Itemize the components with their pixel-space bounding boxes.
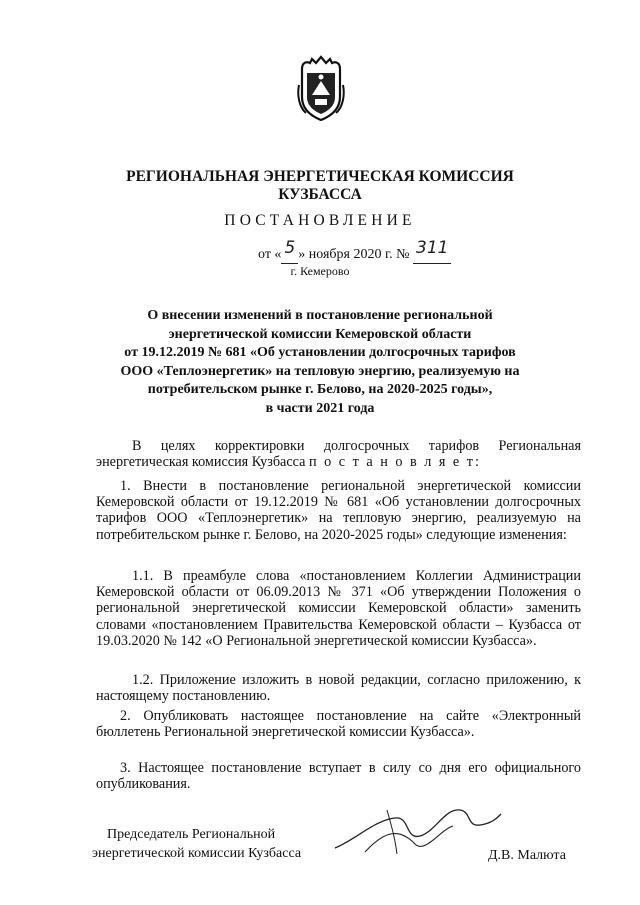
subject-line: в части 2021 года	[265, 400, 375, 416]
date-day-handwritten: 5	[284, 238, 296, 258]
coat-of-arms-icon	[296, 55, 346, 121]
subject-line: от 19.12.2019 № 681 «Об установлении долгосрочных тарифов	[124, 345, 516, 360]
item-1-paragraph: 1. Внести в постановление региональной энергетической комиссии Кемеровской области от 19.12.2019 № 681 «Об установлении долгосрочных тарифов ООО «Теплоэнергетик» на тепловую энергию, реализуемую на потребительском рынке г. Белово, на 2020-2025 годы» следующие изменения:	[96, 478, 581, 543]
subject-line: потребительском рынке г. Белово, на 2020-2025 годы»,	[147, 382, 493, 397]
subject-line: О внесении изменений в постановление региональной	[147, 308, 493, 323]
date-day-field	[281, 238, 298, 264]
signatory-name: Д.В. Малюта	[488, 848, 566, 863]
handwritten-signature	[325, 800, 505, 860]
item-1-1-paragraph: 1.1. В преамбуле слова «постановлением Коллегии Администрации Кемеровской области от 06.09.2013 № 371 «Об утверждении Положения о региональной энергетической комиссии Кемеровской области» заменить словами «постановлением Правительства Кемеровской области – Кузбасса от 19.03.2020 № 142 «О Региональной энергетической комиссии Кузбасса».	[96, 568, 581, 649]
document-date-line	[258, 238, 451, 264]
item-3-paragraph: 3. Настоящее постановление вступает в силу со дня его официального опубликования.	[96, 760, 581, 793]
document-city: г. Кемерово	[290, 264, 350, 278]
signatory-position	[92, 825, 302, 863]
subject-line: энергетической комиссии Кемеровской области	[168, 326, 472, 342]
document-number-field	[413, 238, 451, 264]
date-prefix: от «	[258, 247, 282, 262]
decree-word: п о с т а н о в л я е т:	[308, 454, 481, 471]
document-number-handwritten: 311	[416, 238, 449, 258]
item-1-2-paragraph: 1.2. Приложение изложить в новой редакции, согласно приложению, к настоящему постановлению.	[96, 672, 581, 705]
intro-text: В целях корректировки долгосрочных тарифов Региональная энергетическая комиссия Кузбасса	[96, 438, 581, 471]
item-2-paragraph: 2. Опубликовать настоящее постановление на сайте «Электронный бюллетень Региональной энергетической комиссии Кузбасса».	[96, 708, 581, 741]
date-suffix: » ноября 2020 г. №	[298, 247, 410, 262]
signatory-position-line: Председатель Региональной	[107, 827, 276, 842]
intro-paragraph	[96, 438, 581, 470]
document-type: ПОСТАНОВЛЕНИЕ	[224, 212, 416, 229]
organization-title: РЕГИОНАЛЬНАЯ ЭНЕРГЕТИЧЕСКАЯ КОМИССИЯ	[126, 168, 514, 185]
document-subject	[96, 307, 544, 418]
signatory-position-line: энергетической комиссии Кузбасса	[92, 846, 302, 861]
subject-line: ООО «Теплоэнергетик» на тепловую энергию, реализуемую на	[120, 363, 520, 379]
organization-title-region: КУЗБАССА	[278, 186, 362, 203]
